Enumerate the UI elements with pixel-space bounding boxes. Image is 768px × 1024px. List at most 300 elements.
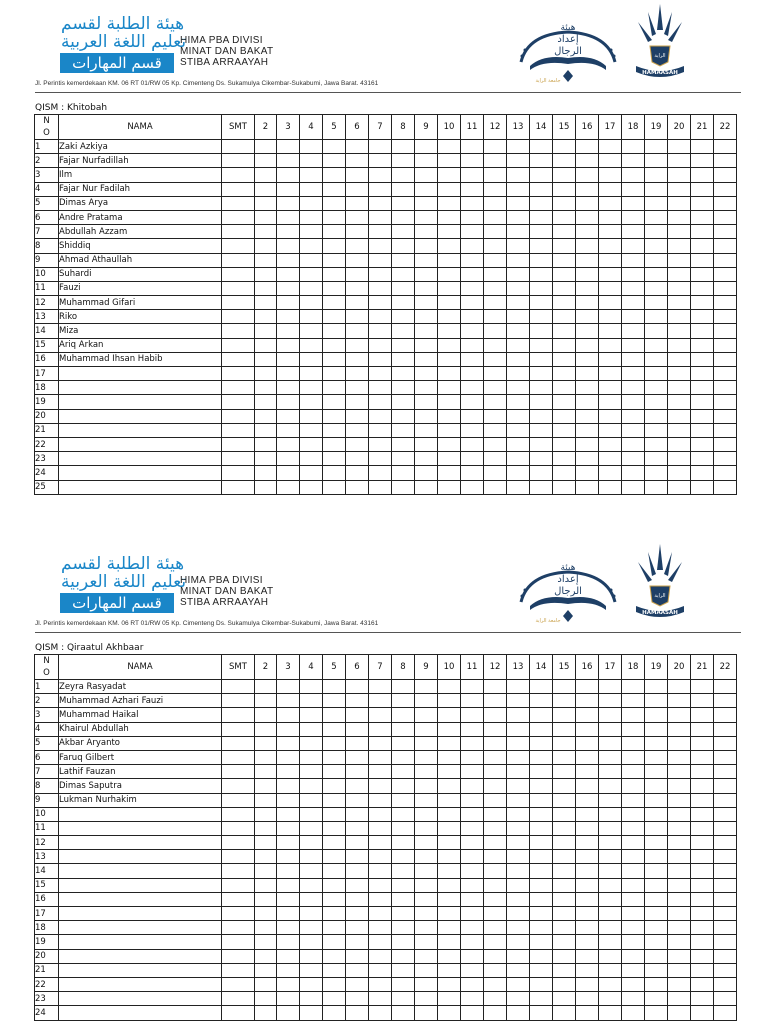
attendance-cell [645,154,668,168]
row-number: 1 [35,680,59,694]
attendance-cell [553,324,576,338]
attendance-cell [369,836,392,850]
attendance-cell [507,225,530,239]
attendance-cell [645,708,668,722]
svg-text:هيئة: هيئة [560,23,576,33]
attendance-cell [300,409,323,423]
attendance-cell [645,864,668,878]
attendance-cell [507,949,530,963]
university-logo-icon [518,14,618,86]
attendance-cell [507,210,530,224]
attendance-cell [392,680,415,694]
attendance-cell [599,779,622,793]
table-row [35,821,737,835]
attendance-cell [714,821,737,835]
attendance-cell [323,864,346,878]
semester-cell [222,423,255,437]
attendance-cell [714,210,737,224]
attendance-cell [576,992,599,1006]
row-number: 17 [35,367,59,381]
attendance-cell [300,708,323,722]
attendance-cell [576,878,599,892]
attendance-cell [300,864,323,878]
letterhead [0,554,768,654]
attendance-cell [438,807,461,821]
attendance-cell [714,154,737,168]
attendance-cell [415,267,438,281]
university-logo-text: جامعة الراية [535,78,561,84]
attendance-cell [369,352,392,366]
attendance-cell [553,352,576,366]
attendance-cell [346,779,369,793]
attendance-cell [714,381,737,395]
attendance-cell [392,196,415,210]
attendance-cell [461,466,484,480]
attendance-cell [691,779,714,793]
attendance-cell [415,793,438,807]
attendance-cell [438,963,461,977]
attendance-cell [691,807,714,821]
attendance-cell [484,338,507,352]
attendance-cell [484,977,507,991]
attendance-cell [255,338,277,352]
attendance-cell [576,225,599,239]
attendance-cell [714,907,737,921]
attendance-cell [415,907,438,921]
attendance-cell [622,963,645,977]
col-header-session: 10 [438,115,461,140]
row-number: 12 [35,836,59,850]
attendance-cell [599,977,622,991]
attendance-cell [668,395,691,409]
attendance-cell [300,1006,323,1020]
attendance-cell [530,381,553,395]
attendance-cell [691,281,714,295]
attendance-cell [507,466,530,480]
row-number: 11 [35,281,59,295]
attendance-cell [300,239,323,253]
semester-cell [222,196,255,210]
table-row [35,466,737,480]
attendance-cell [714,267,737,281]
attendance-cell [277,864,300,878]
table-row [35,381,737,395]
attendance-cell [415,836,438,850]
attendance-cell [691,722,714,736]
attendance-cell [599,907,622,921]
attendance-cell [714,977,737,991]
row-number: 20 [35,409,59,423]
attendance-cell [530,921,553,935]
attendance-cell [599,225,622,239]
student-name: Suhardi [59,267,222,281]
attendance-cell [277,296,300,310]
attendance-cell [438,140,461,154]
attendance-cell [369,210,392,224]
attendance-cell [599,452,622,466]
attendance-cell [645,239,668,253]
table-row [35,210,737,224]
attendance-cell [277,210,300,224]
attendance-cell [438,480,461,494]
student-name: Akbar Aryanto [59,736,222,750]
attendance-cell [346,949,369,963]
attendance-cell [392,352,415,366]
attendance-cell [323,352,346,366]
attendance-cell [255,423,277,437]
attendance-cell [599,182,622,196]
attendance-cell [691,977,714,991]
row-number: 22 [35,977,59,991]
attendance-cell [599,708,622,722]
attendance-cell [346,395,369,409]
attendance-cell [530,409,553,423]
row-number: 23 [35,992,59,1006]
attendance-cell [507,694,530,708]
attendance-cell [346,466,369,480]
attendance-cell [691,708,714,722]
semester-cell [222,182,255,196]
attendance-cell [668,437,691,451]
attendance-cell [576,466,599,480]
attendance-cell [691,949,714,963]
attendance-cell [277,466,300,480]
attendance-cell [484,409,507,423]
attendance-cell [415,963,438,977]
attendance-cell [599,694,622,708]
attendance-cell [277,168,300,182]
attendance-cell [576,296,599,310]
attendance-cell [645,680,668,694]
table-row [35,864,737,878]
attendance-cell [369,480,392,494]
attendance-cell [300,992,323,1006]
attendance-cell [484,267,507,281]
attendance-cell [438,977,461,991]
semester-cell [222,694,255,708]
attendance-cell [668,836,691,850]
row-number: 4 [35,182,59,196]
row-number: 19 [35,935,59,949]
attendance-cell [668,935,691,949]
attendance-cell [415,765,438,779]
attendance-cell [599,765,622,779]
attendance-cell [622,864,645,878]
attendance-cell [622,210,645,224]
col-header-session: 6 [346,115,369,140]
attendance-cell [668,864,691,878]
row-number: 8 [35,779,59,793]
attendance-cell [622,253,645,267]
attendance-cell [668,338,691,352]
attendance-cell [553,182,576,196]
semester-cell [222,437,255,451]
attendance-cell [484,480,507,494]
attendance-cell [415,154,438,168]
attendance-cell [553,1006,576,1020]
attendance-cell [392,452,415,466]
table-row [35,239,737,253]
attendance-cell [668,850,691,864]
attendance-cell [415,310,438,324]
attendance-cell [438,310,461,324]
attendance-cell [530,480,553,494]
attendance-cell [507,821,530,835]
attendance-cell [645,907,668,921]
attendance-cell [507,423,530,437]
hamaasah-logo-text: HAMAASAH [642,70,678,76]
attendance-cell [438,367,461,381]
attendance-cell [300,466,323,480]
table-row [35,935,737,949]
attendance-cell [438,182,461,196]
attendance-cell [369,437,392,451]
row-number: 21 [35,423,59,437]
attendance-cell [300,437,323,451]
attendance-cell [668,452,691,466]
attendance-cell [392,381,415,395]
attendance-cell [576,680,599,694]
attendance-cell [507,381,530,395]
attendance-cell [507,296,530,310]
attendance-cell [392,864,415,878]
semester-cell [222,907,255,921]
attendance-cell [645,452,668,466]
semester-cell [222,949,255,963]
attendance-cell [392,779,415,793]
attendance-cell [645,182,668,196]
attendance-cell [346,836,369,850]
student-name: Ariq Arkan [59,338,222,352]
attendance-cell [691,310,714,324]
attendance-cell [438,935,461,949]
arabic-org-name: هيئة الطلبة لقسم [61,554,185,574]
attendance-cell [438,765,461,779]
attendance-cell [576,907,599,921]
table-row [35,338,737,352]
attendance-cell [484,168,507,182]
table-row [35,423,737,437]
attendance-cell [530,779,553,793]
semester-cell [222,296,255,310]
attendance-cell [323,921,346,935]
attendance-cell [668,807,691,821]
attendance-cell [300,182,323,196]
attendance-cell [484,310,507,324]
semester-cell [222,935,255,949]
row-number: 18 [35,921,59,935]
attendance-cell [323,836,346,850]
attendance-cell [255,821,277,835]
attendance-cell [415,722,438,736]
student-name: Zaki Azkiya [59,140,222,154]
attendance-cell [369,864,392,878]
arabic-division-badge: قسم المهارات [60,53,174,73]
attendance-cell [323,423,346,437]
attendance-cell [599,892,622,906]
attendance-cell [277,694,300,708]
row-number: 9 [35,253,59,267]
attendance-cell [553,437,576,451]
attendance-cell [645,892,668,906]
attendance-cell [300,949,323,963]
attendance-cell [599,281,622,295]
attendance-cell [691,694,714,708]
attendance-cell [691,338,714,352]
attendance-cell [691,878,714,892]
attendance-cell [255,935,277,949]
attendance-cell [346,338,369,352]
attendance-cell [691,907,714,921]
attendance-cell [300,310,323,324]
attendance-cell [645,821,668,835]
attendance-cell [484,850,507,864]
semester-cell [222,210,255,224]
attendance-cell [576,793,599,807]
attendance-cell [255,736,277,750]
row-number: 12 [35,296,59,310]
attendance-cell [484,210,507,224]
attendance-cell [484,367,507,381]
attendance-cell [392,437,415,451]
attendance-cell [507,907,530,921]
attendance-cell [599,921,622,935]
attendance-cell [369,878,392,892]
attendance-cell [392,154,415,168]
attendance-cell [576,239,599,253]
attendance-cell [553,196,576,210]
attendance-cell [530,267,553,281]
attendance-cell [438,722,461,736]
attendance-cell [599,935,622,949]
attendance-cell [438,338,461,352]
attendance-cell [668,736,691,750]
table-row [35,352,737,366]
attendance-cell [415,949,438,963]
semester-cell [222,722,255,736]
attendance-cell [461,708,484,722]
attendance-cell [461,140,484,154]
row-number: 18 [35,381,59,395]
table-row [35,196,737,210]
row-number: 7 [35,225,59,239]
table-row [35,452,737,466]
attendance-cell [507,878,530,892]
attendance-cell [300,281,323,295]
attendance-cell [622,452,645,466]
attendance-cell [553,793,576,807]
attendance-cell [461,196,484,210]
attendance-cell [530,452,553,466]
attendance-cell [323,452,346,466]
attendance-cell [668,352,691,366]
attendance-cell [622,154,645,168]
attendance-cell [576,352,599,366]
attendance-cell [369,168,392,182]
col-header-session: 20 [668,115,691,140]
attendance-cell [461,821,484,835]
attendance-cell [691,423,714,437]
attendance-cell [484,821,507,835]
attendance-cell [599,154,622,168]
attendance-cell [668,708,691,722]
attendance-cell [576,765,599,779]
attendance-cell [668,423,691,437]
attendance-cell [438,352,461,366]
semester-cell [222,963,255,977]
col-header-session: 22 [714,655,737,680]
attendance-cell [461,452,484,466]
attendance-cell [599,680,622,694]
attendance-cell [369,310,392,324]
attendance-cell [484,1006,507,1020]
attendance-cell [622,140,645,154]
attendance-cell [369,324,392,338]
attendance-cell [668,140,691,154]
attendance-cell [323,963,346,977]
attendance-cell [392,878,415,892]
attendance-cell [645,281,668,295]
attendance-cell [507,963,530,977]
attendance-cell [392,466,415,480]
table-row [35,779,737,793]
attendance-cell [668,239,691,253]
table-header-row [35,115,737,140]
attendance-cell [461,154,484,168]
attendance-cell [415,1006,438,1020]
attendance-cell [714,708,737,722]
attendance-cell [507,182,530,196]
attendance-cell [691,480,714,494]
attendance-cell [415,480,438,494]
attendance-cell [553,281,576,295]
attendance-cell [369,196,392,210]
attendance-cell [255,352,277,366]
attendance-cell [277,878,300,892]
attendance-cell [553,821,576,835]
attendance-cell [668,907,691,921]
attendance-cell [300,210,323,224]
attendance-cell [530,423,553,437]
attendance-cell [507,196,530,210]
attendance-cell [438,267,461,281]
attendance-cell [438,409,461,423]
attendance-cell [668,381,691,395]
attendance-cell [392,1006,415,1020]
attendance-cell [484,352,507,366]
attendance-cell [392,281,415,295]
semester-cell [222,779,255,793]
attendance-cell [461,409,484,423]
attendance-cell [323,367,346,381]
attendance-cell [576,324,599,338]
attendance-cell [553,395,576,409]
attendance-cell [346,196,369,210]
attendance-cell [255,949,277,963]
attendance-cell [530,864,553,878]
attendance-cell [599,821,622,835]
attendance-cell [277,892,300,906]
attendance-cell [323,793,346,807]
attendance-cell [599,963,622,977]
attendance-cell [530,324,553,338]
attendance-cell [369,253,392,267]
attendance-cell [277,963,300,977]
attendance-cell [714,992,737,1006]
attendance-cell [277,921,300,935]
attendance-cell [346,821,369,835]
attendance-cell [255,680,277,694]
